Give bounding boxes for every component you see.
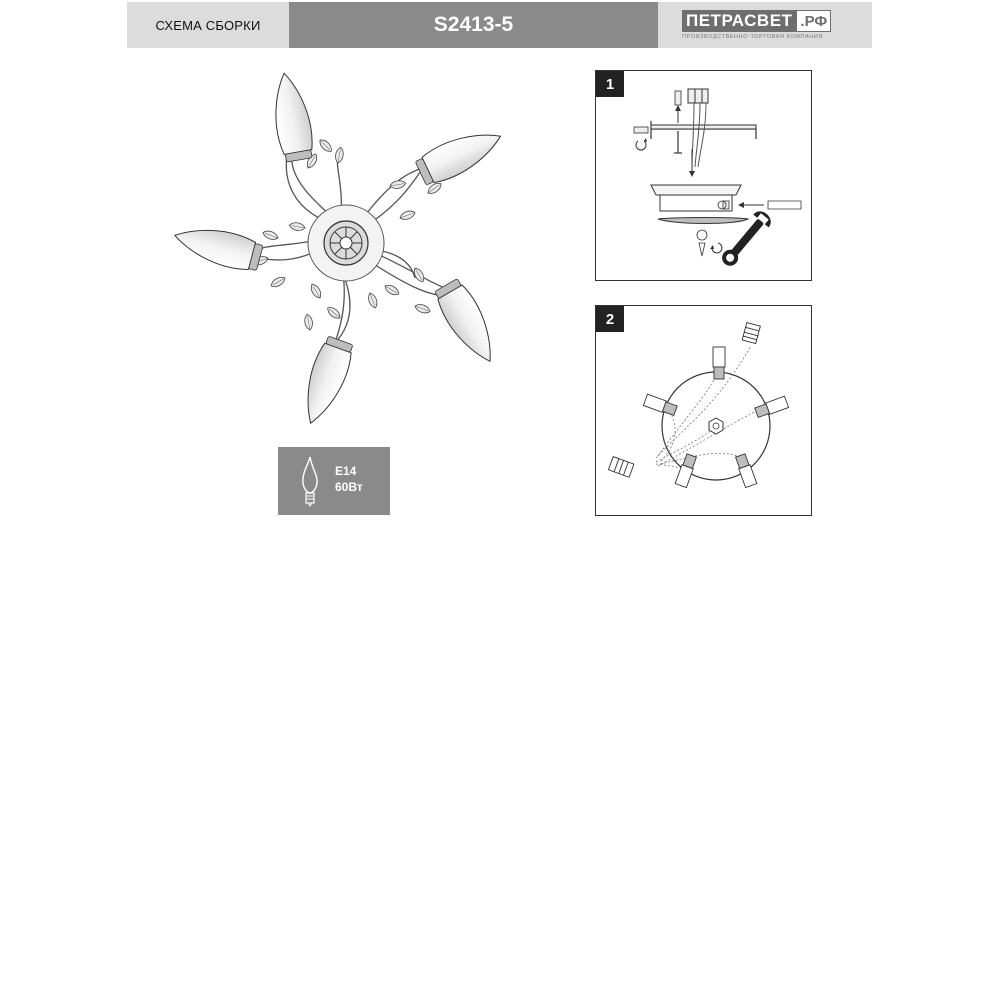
logo-subtitle: ПРОИЗВОДСТВЕННО-ТОРГОВАЯ КОМПАНИЯ <box>682 34 823 40</box>
bulb-spec-badge <box>278 447 390 515</box>
model-number <box>289 2 658 48</box>
step-1-number: 1 <box>596 71 624 97</box>
section-title <box>127 2 289 48</box>
brand-logo <box>658 2 872 48</box>
logo-main-text: ПЕТРАСВЕТ <box>682 10 796 32</box>
logo-wordmark <box>682 10 831 32</box>
step-2-panel <box>595 305 812 516</box>
bulb-power: 60Вт <box>335 480 363 494</box>
logo-tld-text: .РФ <box>796 10 831 32</box>
chandelier-illustration <box>160 68 510 428</box>
section-title-text: СХЕМА СБОРКИ <box>155 17 261 33</box>
model-number-text: S2413-5 <box>433 13 514 36</box>
candle-bulb-icon <box>298 455 322 507</box>
bulb-spec-text <box>335 463 363 495</box>
mounting-diagram <box>596 71 811 280</box>
wiring-diagram <box>596 306 811 515</box>
step-1-panel <box>595 70 812 281</box>
step-2-number: 2 <box>596 306 624 332</box>
bulb-socket: E14 <box>335 464 357 478</box>
